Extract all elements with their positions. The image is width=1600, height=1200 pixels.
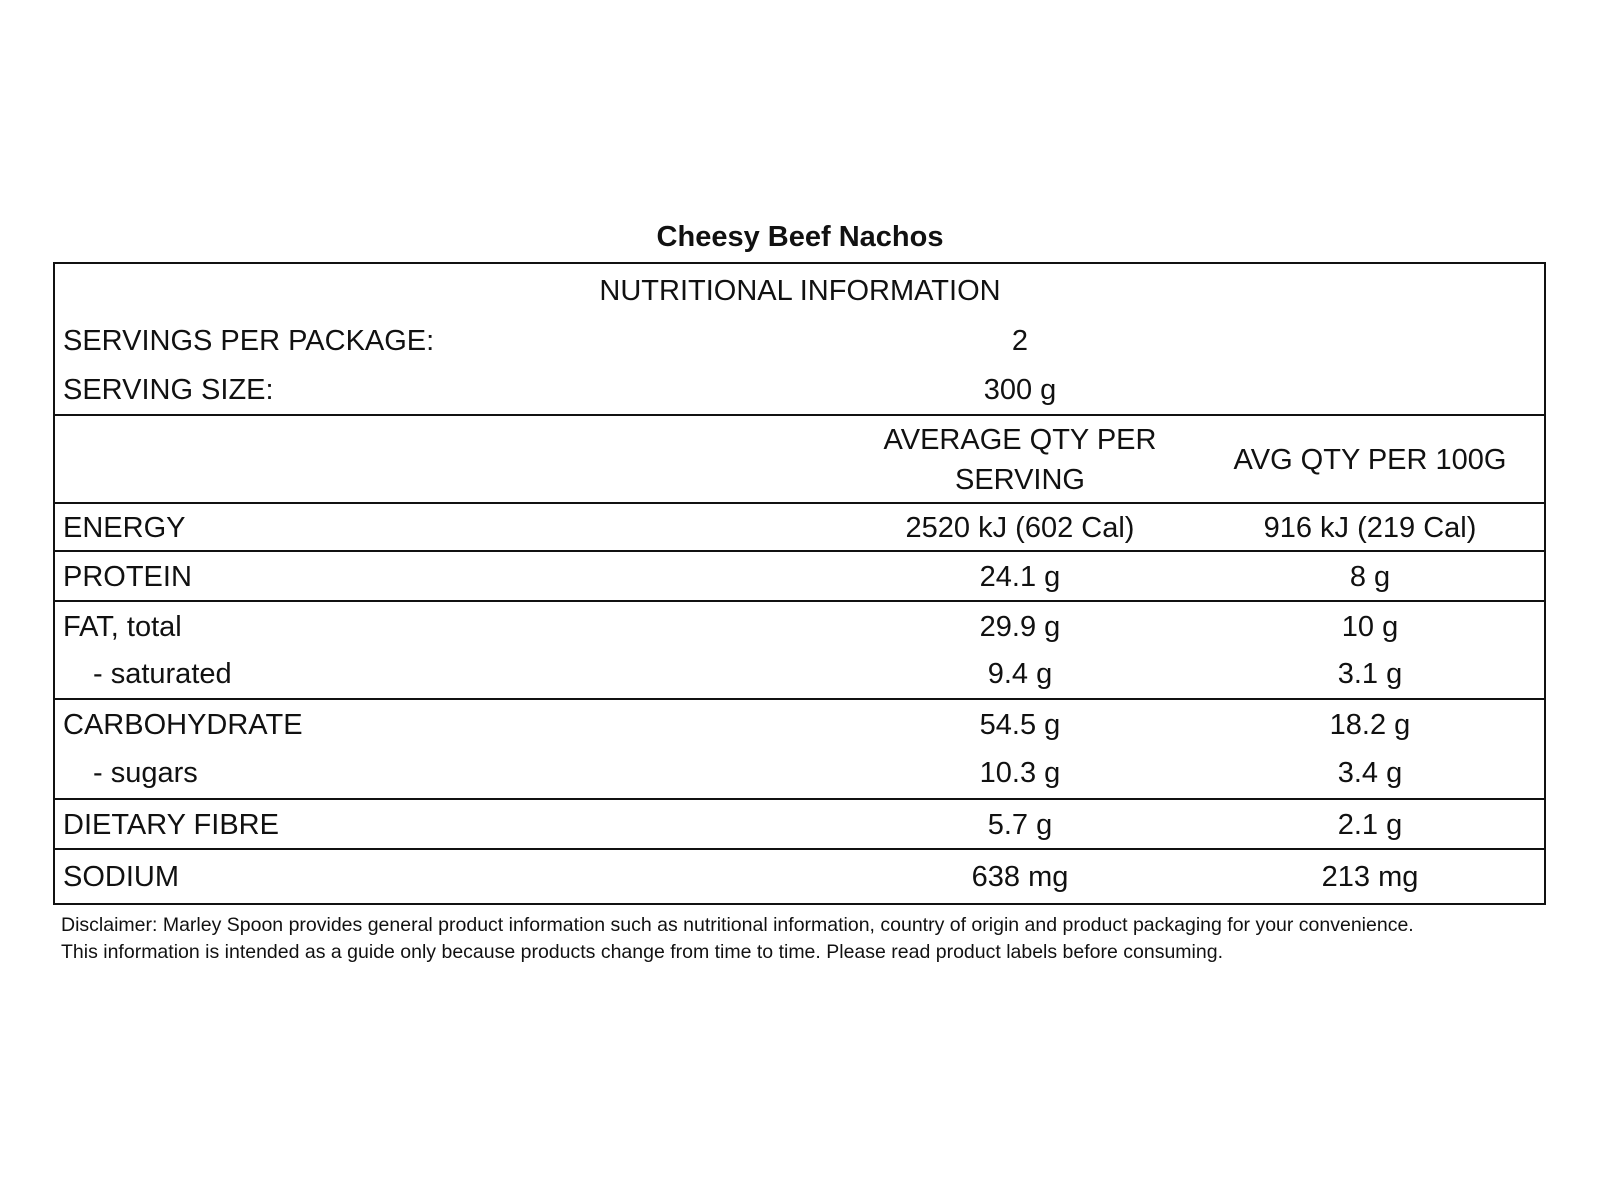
- per-serving-value: 54.5 g: [979, 708, 1061, 741]
- table-row: [55, 650, 1544, 698]
- per-serving-value: 5.7 g: [987, 808, 1053, 841]
- servings-row: [55, 316, 1544, 366]
- table-row: [55, 748, 1544, 798]
- page-title: Cheesy Beef Nachos: [656, 221, 944, 253]
- per-100g-value: 213 mg: [1321, 861, 1419, 893]
- per-serving-value: 2520 kJ (602 Cal): [905, 511, 1135, 544]
- nutrient-label: DIETARY FIBRE: [63, 808, 279, 841]
- per-100g-value: 10 g: [1341, 610, 1399, 643]
- nutrient-label: - sugars: [93, 756, 198, 789]
- nutrient-label: CARBOHYDRATE: [63, 708, 303, 741]
- per-100g-value: 3.4 g: [1337, 756, 1403, 789]
- table-row: [55, 848, 1544, 905]
- per-serving-value: 24.1 g: [979, 560, 1061, 593]
- per-serving-value: 638 mg: [971, 861, 1069, 893]
- table-row: [55, 600, 1544, 652]
- column-header-per-100g: AVG QTY PER 100G: [1233, 443, 1507, 476]
- per-100g-value: 8 g: [1349, 560, 1391, 593]
- servings-label: SERVINGS PER PACKAGE:: [63, 324, 435, 357]
- disclaimer-line-2: This information is intended as a guide only because products change from time to time. Please read product labels before consuming.: [61, 941, 1223, 963]
- per-serving-value: 9.4 g: [987, 657, 1053, 690]
- serving-size-label: SERVING SIZE:: [63, 373, 274, 406]
- per-100g-value: 18.2 g: [1329, 708, 1411, 741]
- table-row: [55, 550, 1544, 602]
- disclaimer-line-1: Disclaimer: Marley Spoon provides general product information such as nutritional information, country of origin and product packaging for your convenience.: [61, 914, 1414, 936]
- nutrient-label: SODIUM: [63, 861, 179, 893]
- servings-value: 2: [1011, 324, 1029, 357]
- nutrient-label: PROTEIN: [63, 560, 192, 593]
- nutrient-label: - saturated: [93, 657, 232, 690]
- table-heading: NUTRITIONAL INFORMATION: [599, 274, 1001, 307]
- table-row: [55, 698, 1544, 750]
- per-serving-value: 29.9 g: [979, 610, 1061, 643]
- serving-size-value: 300 g: [983, 373, 1057, 406]
- column-header-row: [55, 414, 1544, 504]
- nutrition-table: [53, 262, 1546, 905]
- per-100g-value: 3.1 g: [1337, 657, 1403, 690]
- disclaimer: [61, 912, 1561, 966]
- column-header-per-serving: AVERAGE QTY PER SERVING: [883, 424, 1157, 496]
- nutrient-label: FAT, total: [63, 610, 182, 643]
- serving-size-row: [55, 366, 1544, 414]
- table-heading-row: [55, 266, 1544, 316]
- table-row: [55, 502, 1544, 552]
- per-100g-value: 2.1 g: [1337, 808, 1403, 841]
- nutrient-label: ENERGY: [63, 511, 186, 544]
- per-100g-value: 916 kJ (219 Cal): [1263, 511, 1477, 544]
- per-serving-value: 10.3 g: [979, 756, 1061, 789]
- table-row: [55, 798, 1544, 850]
